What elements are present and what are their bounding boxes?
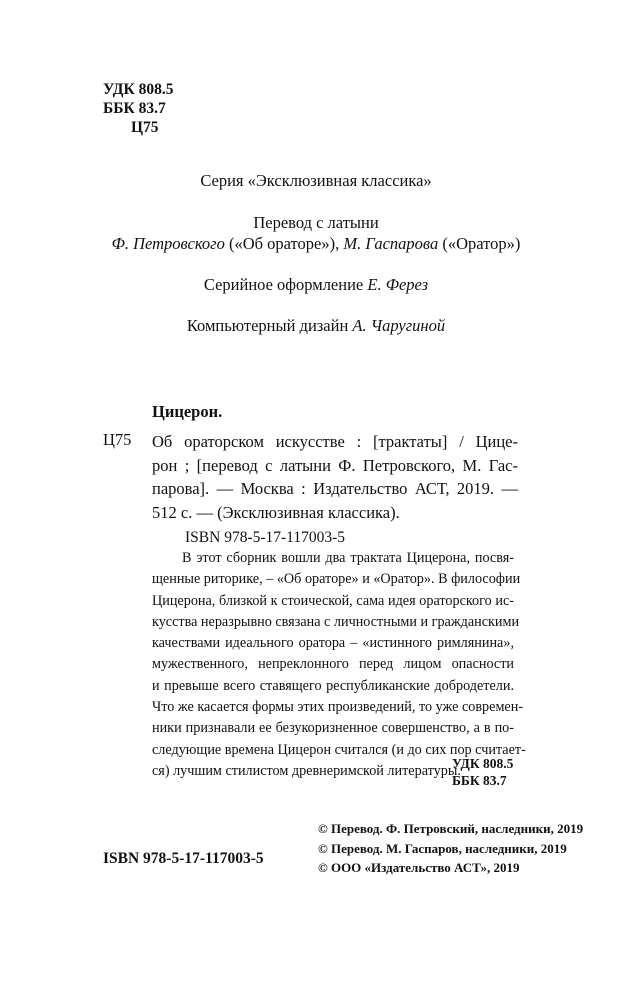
author-cipher: Ц75 bbox=[131, 119, 159, 136]
classification-codes bbox=[103, 80, 173, 137]
series-design-label: Серийное оформление bbox=[203, 275, 368, 294]
annotation-line: Цицерона, близкой к стоической, сама идея ораторского ис- bbox=[152, 592, 514, 609]
translators-line bbox=[0, 234, 632, 254]
annotation-line: В этот сборник вошли два трактата Цицерона, посвя- bbox=[182, 550, 514, 566]
work-1: («Об ораторе»), bbox=[224, 234, 344, 253]
computer-design-line bbox=[0, 316, 632, 336]
biblio-line: парова]. — Москва : Издательство АСТ, 2019. — bbox=[152, 479, 518, 499]
bbk-code-2: ББК 83.7 bbox=[452, 773, 507, 788]
annotation-line: кусства неразрывно связана с личностными и гражданскими bbox=[152, 613, 520, 630]
annotation-line: и превыше всего ставящего республиканские добродетели. bbox=[152, 677, 514, 694]
copyright-line: © Перевод. Ф. Петровский, наследники, 2019 bbox=[318, 821, 584, 836]
work-2: («Оратор») bbox=[438, 234, 521, 253]
biblio-line: Об ораторском искусстве : [трактаты] / Цице- bbox=[152, 432, 518, 451]
series-line: Серия «Эксклюзивная классика» bbox=[200, 171, 432, 190]
annotation-line: мужественного, непреклонного перед лицом опасности bbox=[152, 656, 514, 673]
annotation-line: ся) лучшим стилистом древнеримской литературы. bbox=[152, 762, 461, 779]
bibliographic-cipher: Ц75 bbox=[103, 430, 132, 449]
biblio-line: 512 с. — (Эксклюзивная классика). bbox=[152, 503, 400, 523]
annotation-line: следующие времена Цицерон считался (и до сих пор считает- bbox=[152, 741, 526, 758]
annotation bbox=[152, 548, 526, 782]
copyright-line: © Перевод. М. Гаспаров, наследники, 2019 bbox=[318, 840, 567, 856]
series-design-line bbox=[0, 275, 632, 295]
annotation-line: Что же касается формы этих произведений, то уже современ- bbox=[152, 699, 524, 716]
annotation-line: щенные риторике, – «Об ораторе» и «Оратор». В философии bbox=[152, 571, 521, 588]
annotation-codes bbox=[452, 755, 513, 789]
biblio-line: рон ; [перевод с латыни Ф. Петровского, М. Гас- bbox=[152, 455, 518, 475]
translator-2: М. Гаспарова bbox=[343, 234, 439, 253]
bbk-code: ББК 83.7 bbox=[103, 100, 166, 117]
translator-1: Ф. Петровского bbox=[111, 234, 225, 253]
author-heading: Цицерон. bbox=[152, 402, 223, 421]
isbn-inner: ISBN 978-5-17-117003-5 bbox=[185, 529, 346, 546]
annotation-line: качествами идеального оратора – «истинного римлянина», bbox=[152, 635, 514, 652]
udk-code: УДК 808.5 bbox=[103, 81, 174, 98]
copyright-block bbox=[318, 819, 583, 878]
udk-code-2: УДК 808.5 bbox=[452, 756, 514, 771]
series-designer: Е. Ферез bbox=[367, 275, 429, 294]
copyright-line: © ООО «Издательство АСТ», 2019 bbox=[318, 860, 520, 875]
bibliographic-description bbox=[152, 430, 518, 525]
computer-designer: А. Чаругиной bbox=[352, 316, 446, 335]
translation-heading: Перевод с латыни bbox=[253, 213, 379, 232]
isbn-bottom: ISBN 978-5-17-117003-5 bbox=[103, 850, 264, 867]
computer-design-label: Компьютерный дизайн bbox=[186, 316, 353, 335]
annotation-line: ники признавали ее безукоризненное совершенство, а в по- bbox=[152, 720, 514, 737]
